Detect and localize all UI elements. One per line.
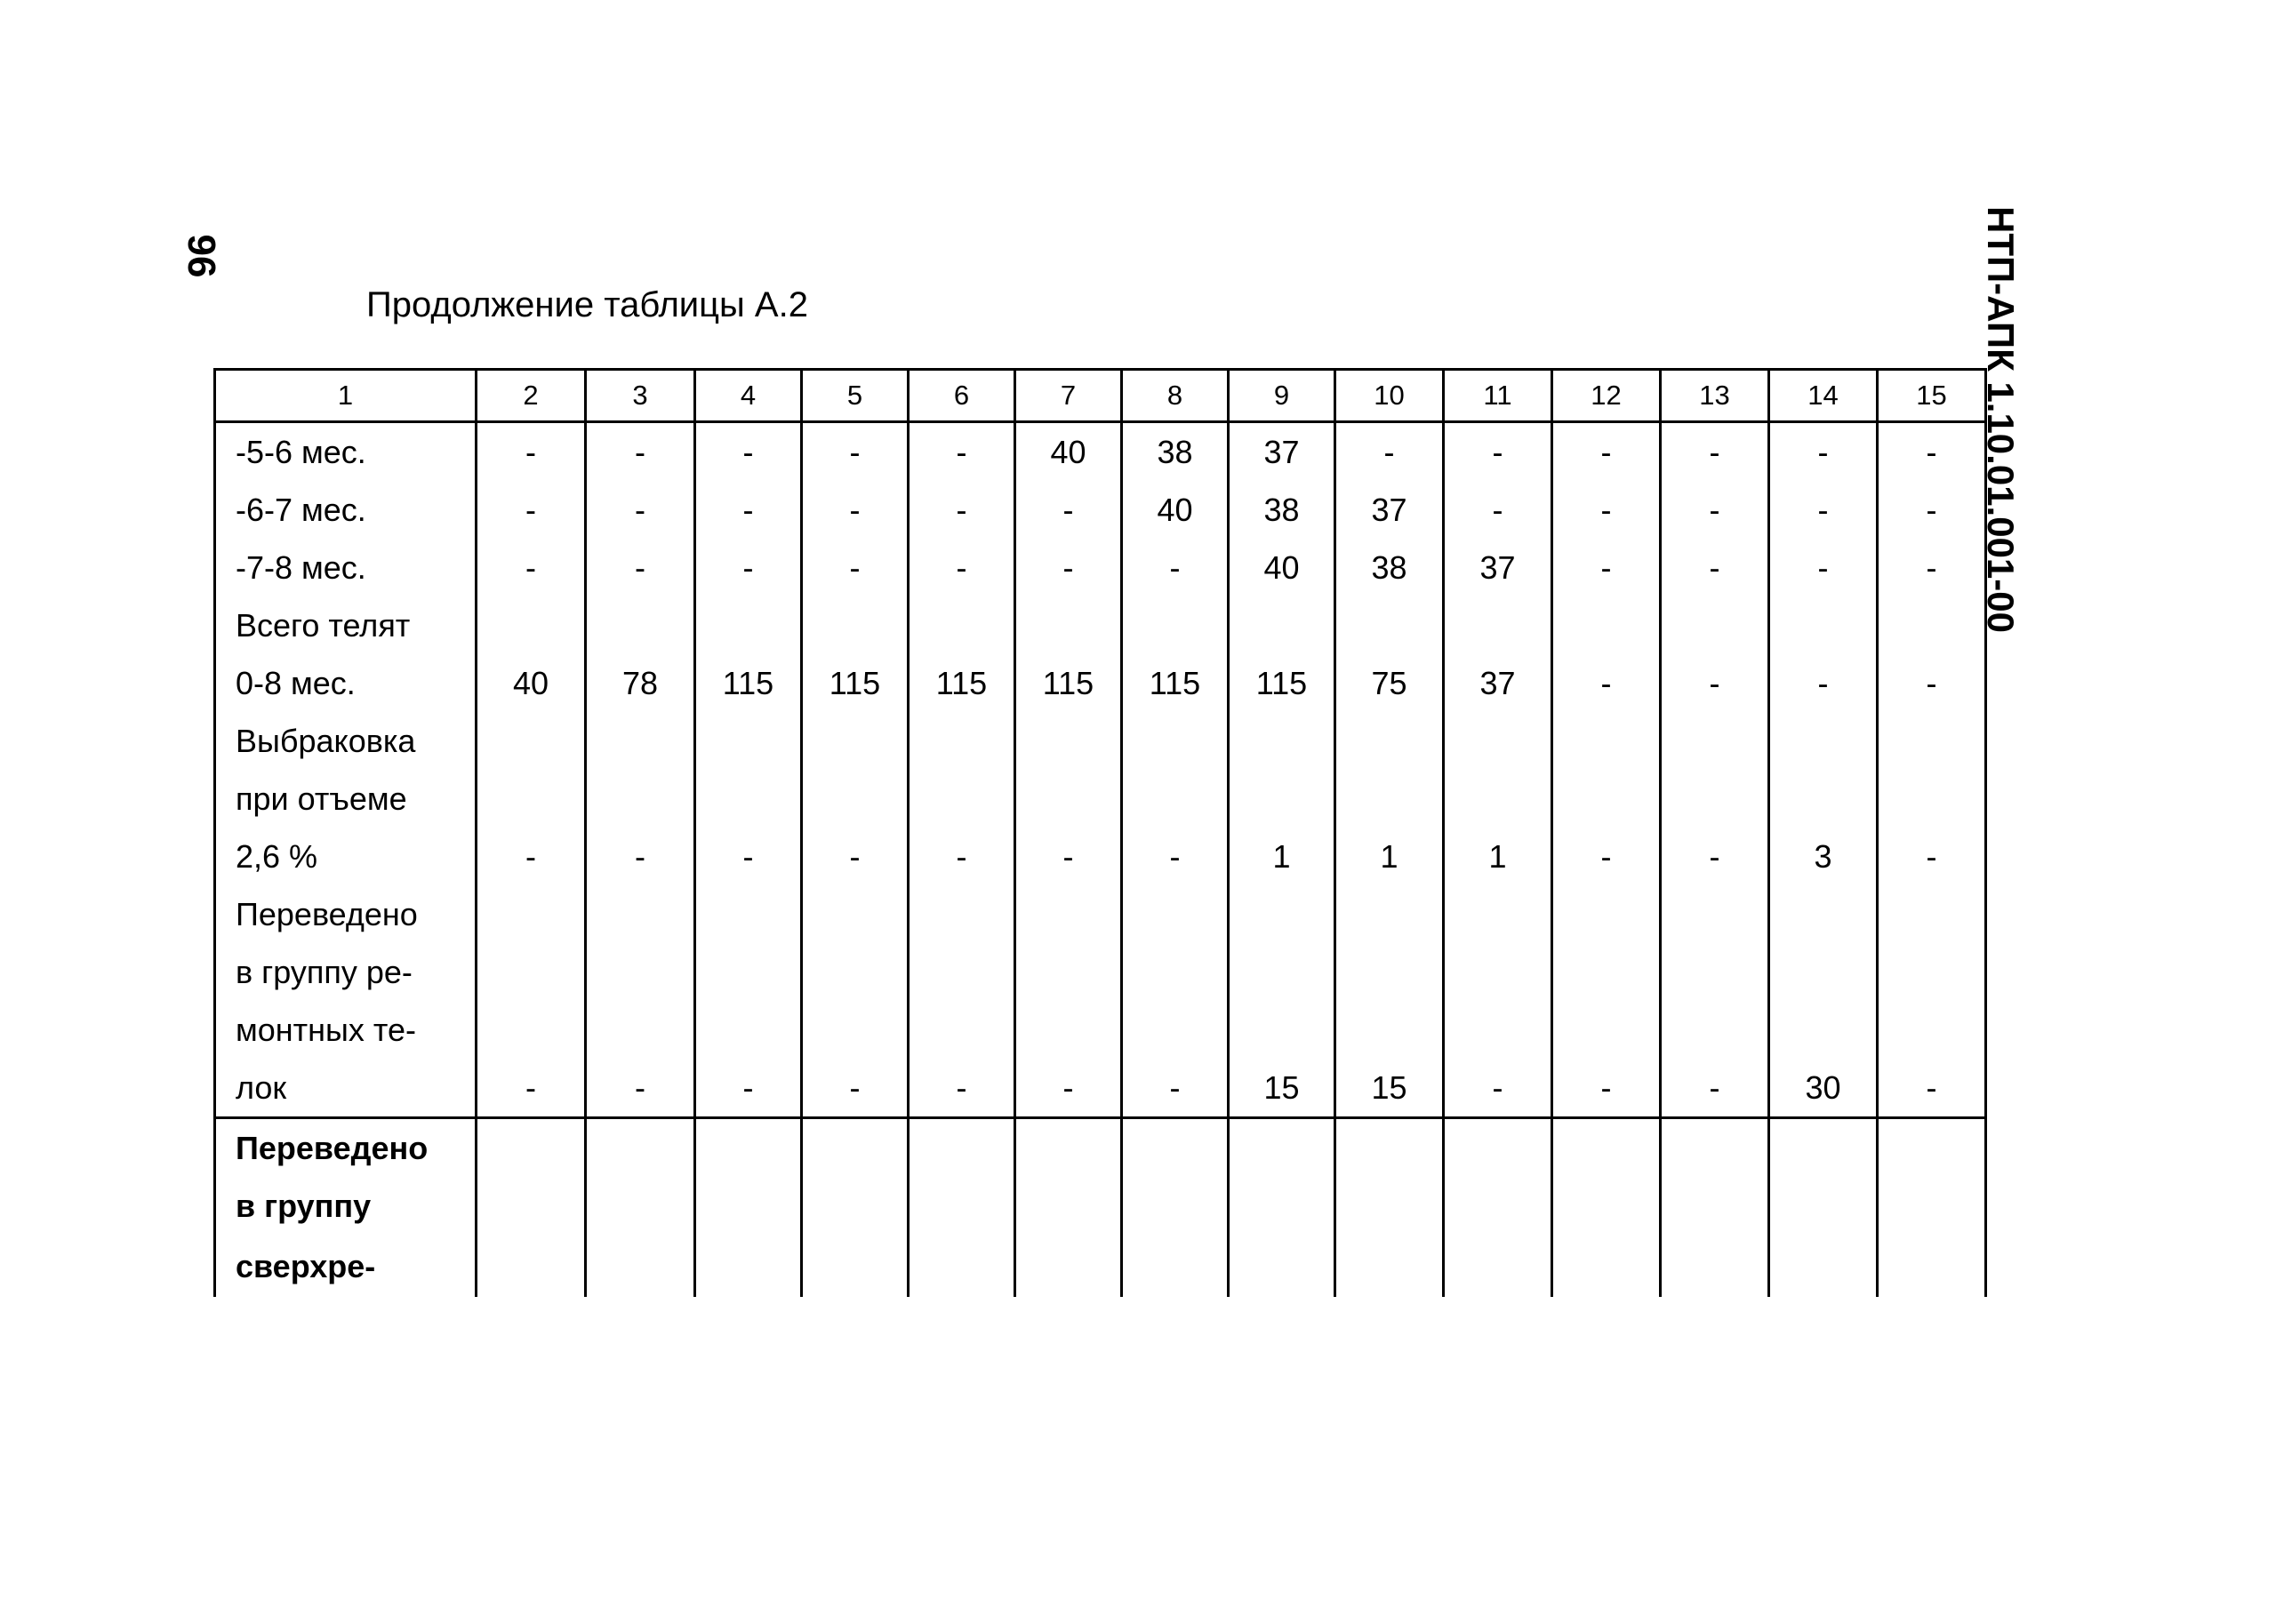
column-number-header: 6 <box>909 370 1015 422</box>
table-cell: - <box>1122 1059 1229 1118</box>
page-number: 96 <box>180 234 223 278</box>
table-cell <box>1878 596 1986 654</box>
document-code: НТП-АПК 1.10.01.001-00 <box>1980 205 2022 633</box>
table-cell: - <box>1661 654 1769 712</box>
table-cell: - <box>1335 422 1444 482</box>
table-cell <box>477 943 586 1001</box>
column-number-header: 14 <box>1769 370 1878 422</box>
table-cell: - <box>802 828 909 885</box>
table-cell <box>477 1235 586 1297</box>
table-cell <box>1015 885 1122 943</box>
table-cell <box>1335 943 1444 1001</box>
table-cell: - <box>586 1059 695 1118</box>
table-cell <box>1552 1001 1661 1059</box>
table-cell: - <box>695 539 802 596</box>
table-cell <box>802 1118 909 1178</box>
table-cell: - <box>1661 481 1769 539</box>
table-cell <box>477 885 586 943</box>
table-row <box>215 885 1986 943</box>
table-cell: 40 <box>1015 422 1122 482</box>
table-cell <box>1769 596 1878 654</box>
table-cell: - <box>909 539 1015 596</box>
table-cell <box>1444 770 1552 828</box>
table-cell: - <box>1015 1059 1122 1118</box>
table-cell <box>695 1177 802 1235</box>
table-cell <box>1878 943 1986 1001</box>
table-cell: - <box>695 828 802 885</box>
table-cell <box>1335 1177 1444 1235</box>
column-number-header: 2 <box>477 370 586 422</box>
table-cell: - <box>1015 481 1122 539</box>
table-cell <box>1229 1235 1335 1297</box>
column-number-header: 9 <box>1229 370 1335 422</box>
table-cell: - <box>1878 654 1986 712</box>
table-cell: - <box>1769 481 1878 539</box>
table-cell <box>802 885 909 943</box>
row-label: при отъеме <box>215 770 477 828</box>
table-cell <box>1122 1235 1229 1297</box>
table-cell <box>1769 1001 1878 1059</box>
row-label: сверхре- <box>215 1235 477 1297</box>
table-cell: 40 <box>1122 481 1229 539</box>
row-label: 2,6 % <box>215 828 477 885</box>
table-cell <box>1335 596 1444 654</box>
table-body <box>215 370 1986 1298</box>
row-label: -5-6 мес. <box>215 422 477 482</box>
table-cell: - <box>1444 481 1552 539</box>
table-row <box>215 943 1986 1001</box>
table-cell <box>1769 1235 1878 1297</box>
table-cell <box>695 943 802 1001</box>
table-cell <box>1122 596 1229 654</box>
table-cell <box>802 596 909 654</box>
table-cell <box>1552 943 1661 1001</box>
table-cell <box>695 596 802 654</box>
table-cell <box>1661 596 1769 654</box>
table-cell: - <box>1661 539 1769 596</box>
table-row <box>215 596 1986 654</box>
table-cell <box>1335 1001 1444 1059</box>
table-cell: 37 <box>1229 422 1335 482</box>
table-cell <box>1229 885 1335 943</box>
table-cell: 1 <box>1335 828 1444 885</box>
table-cell <box>1015 770 1122 828</box>
table-cell <box>477 1001 586 1059</box>
table-cell <box>1661 1118 1769 1178</box>
table-cell: 38 <box>1122 422 1229 482</box>
table-row <box>215 422 1986 482</box>
table-cell: - <box>1769 539 1878 596</box>
table-cell <box>802 712 909 770</box>
table-cell: - <box>1015 828 1122 885</box>
table-cell: 115 <box>695 654 802 712</box>
table-cell <box>477 770 586 828</box>
table-cell: 78 <box>586 654 695 712</box>
table-cell <box>1661 1235 1769 1297</box>
table-cell <box>1552 596 1661 654</box>
table-cell <box>586 1177 695 1235</box>
row-label: 0-8 мес. <box>215 654 477 712</box>
table-cell <box>695 1118 802 1178</box>
row-label: монтных те- <box>215 1001 477 1059</box>
table-cell: - <box>586 828 695 885</box>
table-cell: - <box>1878 422 1986 482</box>
table-cell: - <box>1878 481 1986 539</box>
table-row <box>215 770 1986 828</box>
table-cell: 115 <box>909 654 1015 712</box>
table-row <box>215 1177 1986 1235</box>
row-label: Всего телят <box>215 596 477 654</box>
table-cell <box>695 885 802 943</box>
row-label: Выбраковка <box>215 712 477 770</box>
table-cell: - <box>1552 654 1661 712</box>
column-number-header: 3 <box>586 370 695 422</box>
table-cell: - <box>1661 422 1769 482</box>
column-number-header: 15 <box>1878 370 1986 422</box>
table-cell <box>477 1118 586 1178</box>
table-header-row <box>215 370 1986 422</box>
table-cell <box>1769 1118 1878 1178</box>
table-cell: - <box>802 481 909 539</box>
table-cell <box>909 770 1015 828</box>
table-cell: 115 <box>802 654 909 712</box>
table-cell: - <box>1769 654 1878 712</box>
table-cell <box>802 1177 909 1235</box>
table-caption: Продолжение таблицы А.2 <box>366 285 808 324</box>
table-cell <box>586 596 695 654</box>
table-cell <box>1229 1001 1335 1059</box>
table-cell <box>802 1235 909 1297</box>
table-cell <box>1122 1001 1229 1059</box>
table-row <box>215 1235 1986 1297</box>
table-cell <box>477 712 586 770</box>
table-cell: 37 <box>1335 481 1444 539</box>
table-cell: 115 <box>1015 654 1122 712</box>
table-cell <box>1878 1001 1986 1059</box>
table-cell: 38 <box>1335 539 1444 596</box>
table-cell <box>1552 712 1661 770</box>
table-cell <box>909 1118 1015 1178</box>
row-label: Переведено <box>215 1118 477 1178</box>
table-cell <box>1552 1235 1661 1297</box>
column-number-header: 8 <box>1122 370 1229 422</box>
table-cell: 30 <box>1769 1059 1878 1118</box>
table-cell: - <box>695 1059 802 1118</box>
table-cell: - <box>1878 828 1986 885</box>
table-cell <box>1878 712 1986 770</box>
table-cell <box>695 1001 802 1059</box>
table-cell: - <box>1878 1059 1986 1118</box>
table-cell <box>1769 712 1878 770</box>
table-cell: - <box>802 539 909 596</box>
table-cell <box>1335 1235 1444 1297</box>
table-cell <box>909 712 1015 770</box>
column-number-header: 11 <box>1444 370 1552 422</box>
table-cell: 40 <box>1229 539 1335 596</box>
table-cell: - <box>586 539 695 596</box>
table-cell: 15 <box>1335 1059 1444 1118</box>
column-number-header: 7 <box>1015 370 1122 422</box>
table-cell <box>1335 885 1444 943</box>
table-cell <box>1444 1177 1552 1235</box>
table-cell: 1 <box>1229 828 1335 885</box>
column-number-header: 5 <box>802 370 909 422</box>
table-cell <box>1444 1001 1552 1059</box>
table-cell <box>1335 1118 1444 1178</box>
table-cell <box>586 885 695 943</box>
table-cell <box>802 1001 909 1059</box>
table-cell <box>1878 1235 1986 1297</box>
data-table <box>213 368 1987 1297</box>
table-cell: - <box>477 422 586 482</box>
row-label: Переведено <box>215 885 477 943</box>
table-cell <box>1444 1235 1552 1297</box>
table-cell <box>1122 885 1229 943</box>
table-cell <box>1552 1177 1661 1235</box>
table-cell: - <box>1552 539 1661 596</box>
column-number-header: 10 <box>1335 370 1444 422</box>
table-row <box>215 539 1986 596</box>
table-cell <box>1122 1177 1229 1235</box>
table-cell: 38 <box>1229 481 1335 539</box>
table-cell: - <box>1015 539 1122 596</box>
table-cell <box>586 770 695 828</box>
table-cell <box>586 712 695 770</box>
table-cell: - <box>1661 828 1769 885</box>
table-cell <box>1015 1177 1122 1235</box>
table-cell <box>1769 885 1878 943</box>
table-cell: 15 <box>1229 1059 1335 1118</box>
table-cell <box>1661 1001 1769 1059</box>
table-cell <box>695 770 802 828</box>
table-cell: - <box>1878 539 1986 596</box>
table-cell <box>1444 712 1552 770</box>
table-cell: - <box>1444 422 1552 482</box>
table-cell: - <box>477 828 586 885</box>
table-cell <box>909 596 1015 654</box>
table-cell <box>1015 1118 1122 1178</box>
table-cell <box>1444 943 1552 1001</box>
table-cell <box>909 1235 1015 1297</box>
table-cell <box>477 596 586 654</box>
table-cell <box>586 1118 695 1178</box>
table-cell <box>1878 770 1986 828</box>
table-cell: 1 <box>1444 828 1552 885</box>
table-cell <box>1661 712 1769 770</box>
table-row <box>215 1059 1986 1118</box>
table-cell <box>802 943 909 1001</box>
table-row <box>215 1001 1986 1059</box>
table-cell: 37 <box>1444 539 1552 596</box>
table-cell: 37 <box>1444 654 1552 712</box>
row-label: в группу ре- <box>215 943 477 1001</box>
table-cell <box>1444 1118 1552 1178</box>
table-row <box>215 828 1986 885</box>
table-cell: - <box>1122 539 1229 596</box>
table-cell <box>1444 596 1552 654</box>
table-row <box>215 654 1986 712</box>
table-row <box>215 1118 1986 1178</box>
table-cell: - <box>909 1059 1015 1118</box>
table-cell <box>1552 1118 1661 1178</box>
table-cell: - <box>695 422 802 482</box>
table-cell <box>695 712 802 770</box>
table-cell: - <box>909 828 1015 885</box>
table-cell <box>1122 712 1229 770</box>
table-cell <box>909 885 1015 943</box>
table-cell: - <box>586 481 695 539</box>
table-cell <box>1552 770 1661 828</box>
table-cell <box>909 943 1015 1001</box>
table-cell <box>1661 770 1769 828</box>
table-cell <box>909 1177 1015 1235</box>
table-cell <box>586 1235 695 1297</box>
table-cell <box>1769 770 1878 828</box>
table-cell <box>586 943 695 1001</box>
table-cell <box>1229 712 1335 770</box>
table-cell <box>1335 712 1444 770</box>
table-cell: - <box>909 422 1015 482</box>
row-label: лок <box>215 1059 477 1118</box>
table-cell <box>1122 943 1229 1001</box>
row-label: в группу <box>215 1177 477 1235</box>
table-cell <box>1769 943 1878 1001</box>
row-label: -6-7 мес. <box>215 481 477 539</box>
table-cell <box>1015 1001 1122 1059</box>
table-cell <box>1661 1177 1769 1235</box>
column-number-header: 4 <box>695 370 802 422</box>
table-cell: - <box>1552 422 1661 482</box>
table-cell <box>1335 770 1444 828</box>
table-cell <box>1229 770 1335 828</box>
table-cell: - <box>1552 1059 1661 1118</box>
table-cell: - <box>1769 422 1878 482</box>
table-cell: - <box>477 539 586 596</box>
table-cell: - <box>909 481 1015 539</box>
table-cell <box>1122 770 1229 828</box>
table-cell: - <box>1661 1059 1769 1118</box>
column-number-header: 12 <box>1552 370 1661 422</box>
table-cell <box>1229 1118 1335 1178</box>
table-cell: - <box>586 422 695 482</box>
table-cell <box>1878 1118 1986 1178</box>
table-cell <box>1552 885 1661 943</box>
table-cell <box>1015 596 1122 654</box>
table-cell: - <box>802 1059 909 1118</box>
table-cell <box>1661 885 1769 943</box>
table-cell: - <box>477 481 586 539</box>
table-cell <box>1878 885 1986 943</box>
table-cell: 40 <box>477 654 586 712</box>
table-cell: 115 <box>1229 654 1335 712</box>
table-cell <box>695 1235 802 1297</box>
column-number-header: 13 <box>1661 370 1769 422</box>
row-label: -7-8 мес. <box>215 539 477 596</box>
table-cell: - <box>802 422 909 482</box>
table-cell: 75 <box>1335 654 1444 712</box>
table-cell: 115 <box>1122 654 1229 712</box>
table-cell: - <box>477 1059 586 1118</box>
table-cell <box>1661 943 1769 1001</box>
table-row <box>215 481 1986 539</box>
column-number-header: 1 <box>215 370 477 422</box>
table-cell <box>1122 1118 1229 1178</box>
table-cell <box>477 1177 586 1235</box>
table-cell <box>1015 712 1122 770</box>
table-cell <box>1229 596 1335 654</box>
table-cell <box>802 770 909 828</box>
table-cell <box>909 1001 1015 1059</box>
table-cell: - <box>1122 828 1229 885</box>
table-cell <box>1015 1235 1122 1297</box>
table-cell <box>1229 1177 1335 1235</box>
table-cell: - <box>1552 828 1661 885</box>
table-cell <box>586 1001 695 1059</box>
table-cell: 3 <box>1769 828 1878 885</box>
table-cell <box>1444 885 1552 943</box>
table-cell <box>1229 943 1335 1001</box>
table-cell <box>1769 1177 1878 1235</box>
table-cell <box>1878 1177 1986 1235</box>
table-cell: - <box>1552 481 1661 539</box>
table-cell: - <box>1444 1059 1552 1118</box>
table-cell: - <box>695 481 802 539</box>
table-cell <box>1015 943 1122 1001</box>
table-row <box>215 712 1986 770</box>
